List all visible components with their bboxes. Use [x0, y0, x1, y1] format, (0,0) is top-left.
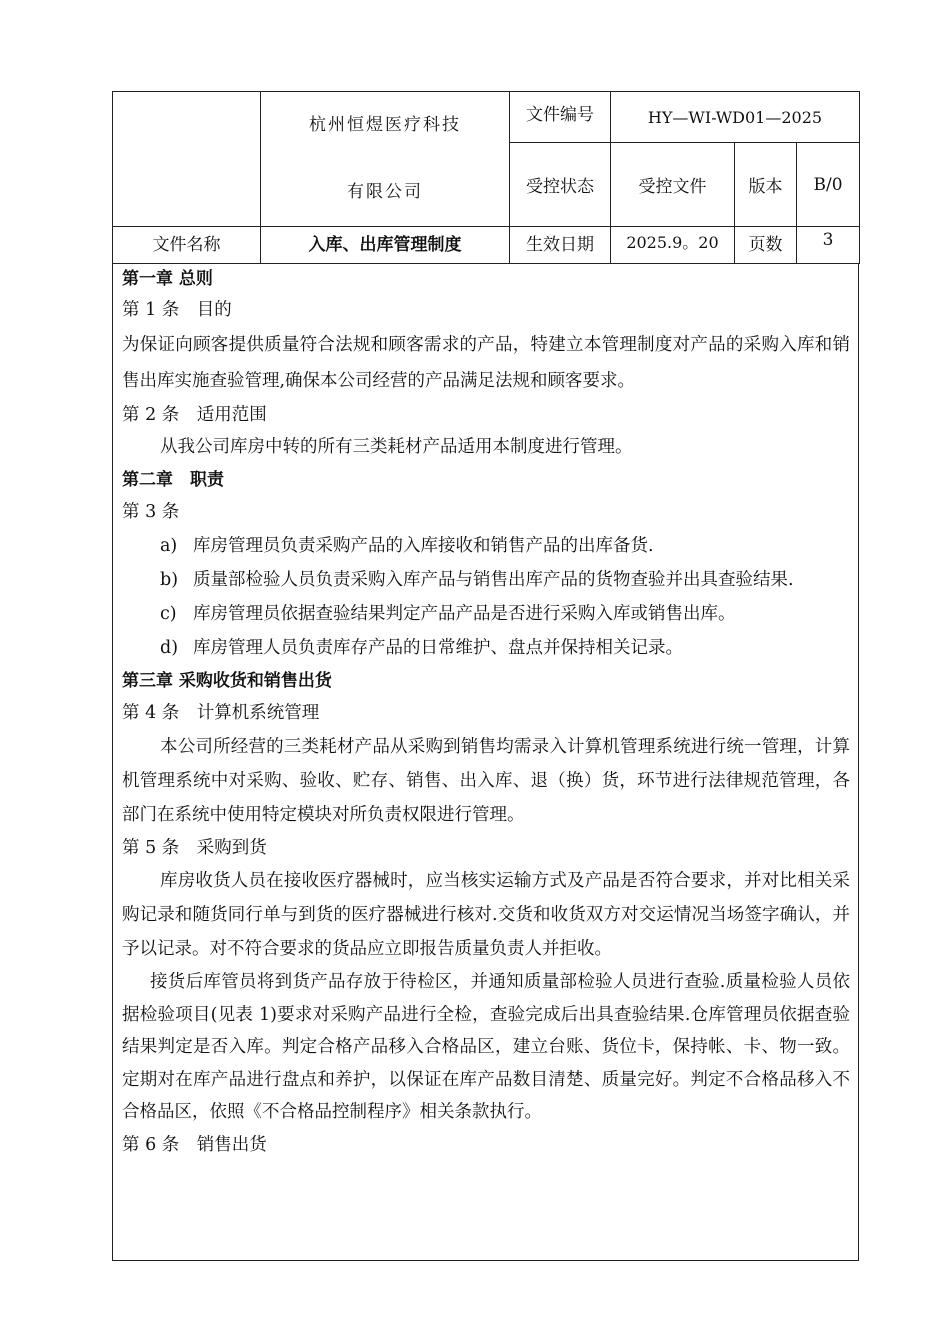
list-text: 质量部检验人员负责采购入库产品与销售出库产品的货物查验并出具查验结果. — [193, 569, 794, 590]
pages-value: 3 — [797, 227, 860, 264]
list-marker: a) — [160, 535, 178, 556]
logo-cell — [113, 92, 261, 227]
company-name — [261, 92, 510, 227]
list-item — [122, 597, 850, 631]
list-text: 库房管理员依据查验结果判定产品产品是否进行采购入库或销售出库。 — [193, 603, 736, 624]
article-2-title: 第 2 条 适用范围 — [122, 404, 267, 425]
doc-no-label: 文件编号 — [510, 92, 611, 143]
document-page — [112, 91, 859, 1261]
document-body — [112, 264, 859, 1261]
effective-label: 生效日期 — [510, 227, 611, 264]
list-item — [122, 563, 850, 597]
list-item — [122, 529, 850, 563]
article-6-title: 第 6 条 销售出货 — [122, 1134, 267, 1155]
pages-label: 页数 — [735, 227, 797, 264]
chapter-1-heading: 第一章 总则 — [122, 269, 213, 289]
article-2-text: 从我公司库房中转的所有三类耗材产品适用本制度进行管理。 — [160, 437, 633, 457]
article-4-title: 第 4 条 计算机系统管理 — [122, 703, 320, 723]
version-label: 版本 — [735, 143, 797, 227]
article-4-text: 本公司所经营的三类耗材产品从采购到销售均需录入计算机管理系统进行统一管理，计算机管理系统中对采购、验收、贮存、销售、出入库、退（换）货，环节进行法律规范管理，各部门在系统中使用特定模块对所负责权限进行管理。 — [122, 736, 850, 825]
list-text: 库房管理人员负责库存产品的日常维护、盘点并保持相关记录。 — [193, 637, 683, 658]
list-item — [122, 631, 850, 665]
list-text: 库房管理员负责采购产品的入库接收和销售产品的出库备货. — [193, 535, 654, 556]
list-marker: c) — [160, 603, 177, 624]
control-label: 受控状态 — [510, 143, 611, 227]
article-3-title: 第 3 条 — [122, 502, 180, 522]
header-table — [112, 91, 860, 264]
doc-no: HY—WI-WD01—2025 — [611, 92, 860, 143]
effective-date: 2025.9。20 — [611, 227, 735, 264]
doc-name-label: 文件名称 — [113, 227, 261, 264]
company-line2: 有限公司 — [347, 182, 423, 202]
article-5-paragraph-2: 接货后库管员将到货产品存放于待检区，并通知质量部检验人员进行查验.质量检验人员依据检验项目(见表 1)要求对采购产品进行全检，查验完成后出具查验结果.仓库管理员依据查验结果判定是否入库。判定合格产品移入合格品区，建立台账、货位卡，保持帐、卡、物一致。定期对在库产品进行盘点和养护，以保证在库产品数目清楚、质量完好。判定不合格品移入不合格品区，依照《不合格品控制程序》相关条款执行。 — [122, 972, 850, 1122]
control-value: 受控文件 — [611, 143, 735, 227]
company-line1: 杭州恒煜医疗科技 — [309, 115, 461, 135]
chapter-2-heading: 第二章 职责 — [122, 469, 224, 490]
list-marker: b) — [160, 569, 179, 590]
article-5-paragraph-1: 库房收货人员在接收医疗器械时，应当核实运输方式及产品是否符合要求，并对比相关采购记录和随货同行单与到货的医疗器械进行核对.交货和收货双方对交运情况当场签字确认，并予以记录。对不符合要求的货品应立即报告质量负责人并拒收。 — [122, 871, 850, 959]
article-1-title: 第 1 条 目的 — [122, 300, 232, 320]
article-5-title: 第 5 条 采购到货 — [122, 837, 267, 858]
list-marker: d) — [160, 637, 179, 658]
chapter-3-heading: 第三章 采购收货和销售出货 — [122, 670, 332, 691]
doc-name: 入库、出库管理制度 — [261, 227, 510, 264]
version-value: B/0 — [797, 143, 860, 227]
article-1-text: 为保证向顾客提供质量符合法规和顾客需求的产品，特建立本管理制度对产品的采购入库和销售出库实施查验管理,确保本公司经营的产品满足法规和顾客要求。 — [122, 334, 850, 391]
